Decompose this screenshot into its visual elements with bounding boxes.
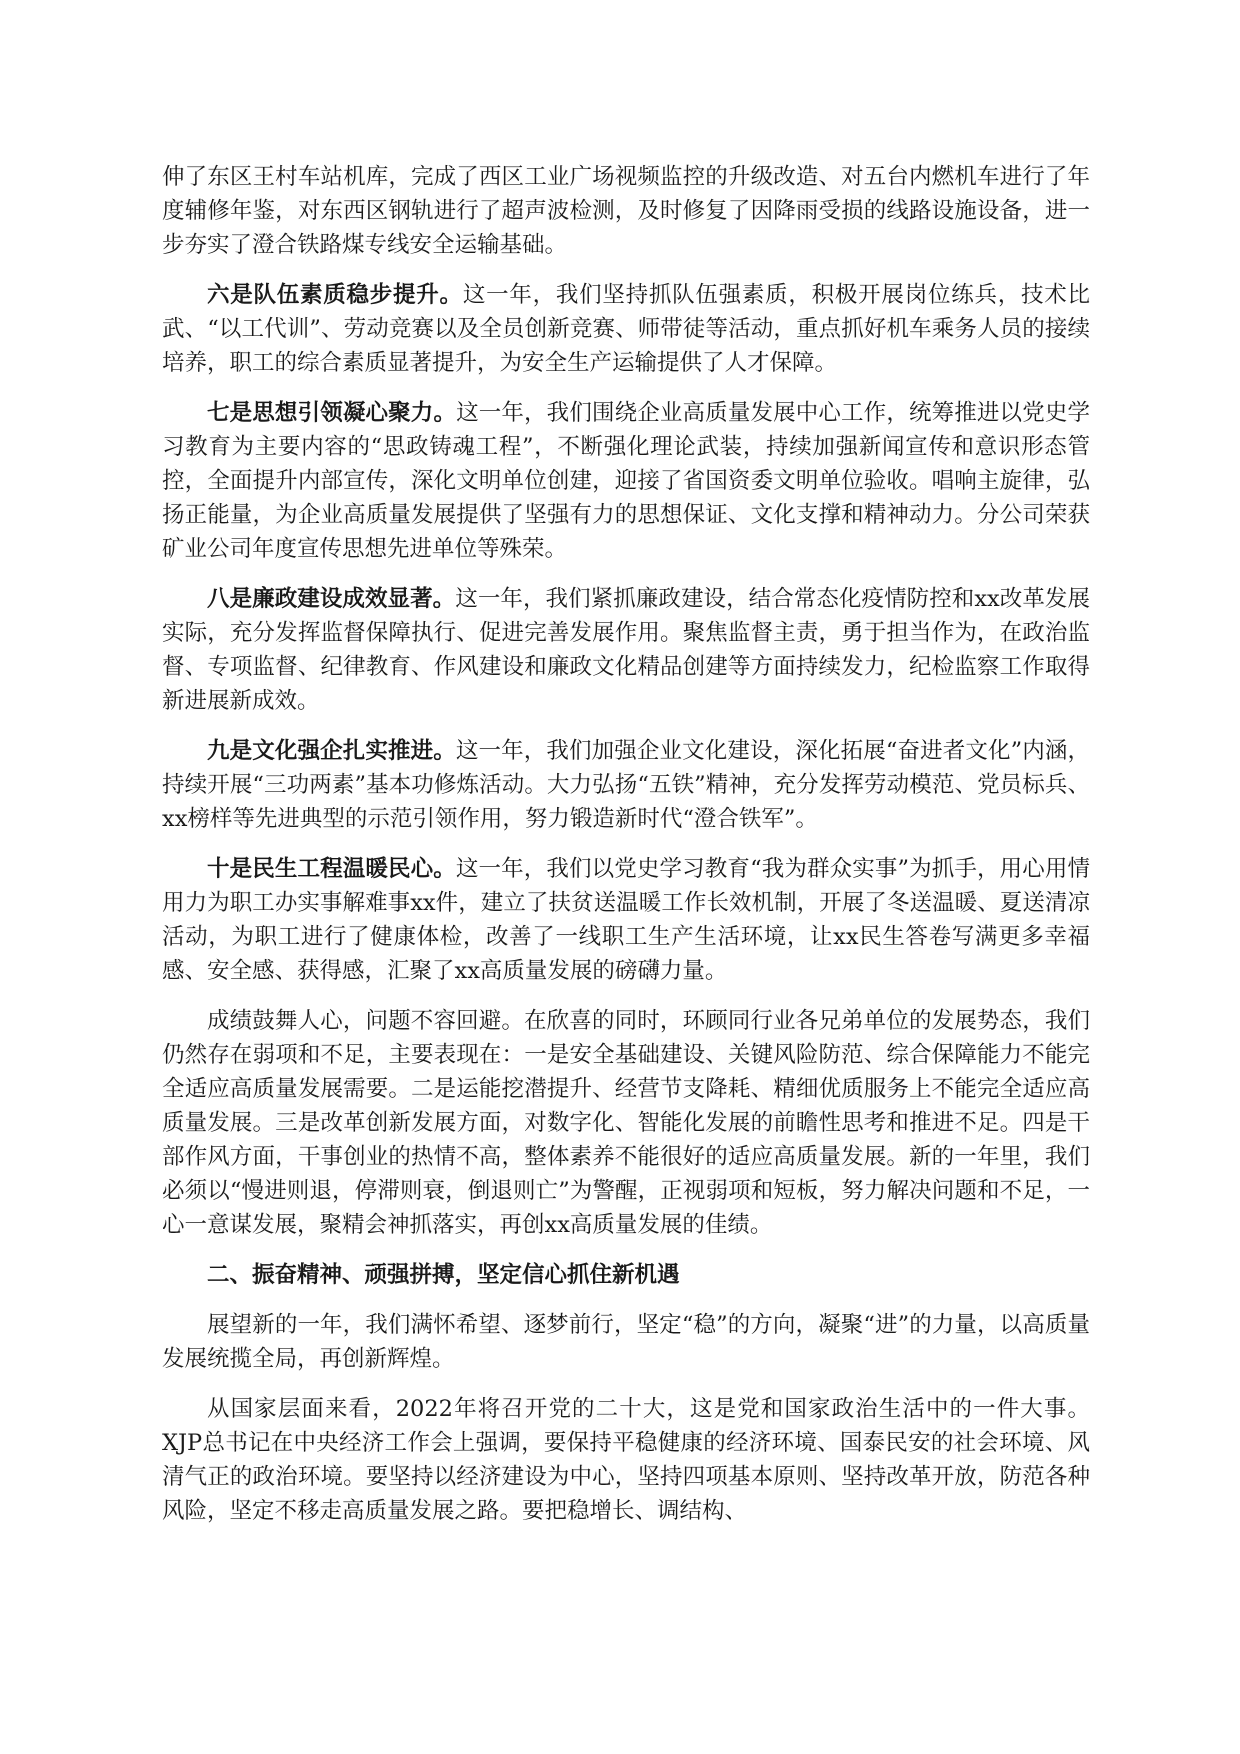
paragraph-text: 这一年，我们坚持抓队伍强素质，积极开展岗位练兵，技术比武、“以工代训”、劳动竞赛以及全员创新竞赛、师带徒等活动，重点抓好机车乘务人员的接续培养，职工的综合素质显著提升，为安全生产运输提供了人才保障。 xyxy=(162,282,1090,376)
paragraph-culture xyxy=(162,734,1090,836)
paragraph-lead: 九是文化强企扎实推进。 xyxy=(207,738,456,764)
paragraph-national-level xyxy=(162,1392,1090,1528)
paragraph-text: 这一年，我们加强企业文化建设，深化拓展“奋进者文化”内涵，持续开展“三功两素”基本功修炼活动。大力弘扬“五铁”精神，充分发挥劳动模范、党员标兵、xx榜样等先进典型的示范引领作用，努力锻造新时代“澄合铁军”。 xyxy=(162,738,1090,832)
paragraph-lead: 七是思想引领凝心聚力。 xyxy=(207,400,457,426)
paragraph-integrity xyxy=(162,582,1090,718)
paragraph-team-quality xyxy=(162,278,1090,380)
paragraph-livelihood xyxy=(162,852,1090,988)
section-heading: 二、振奋精神、顽强拼搏，坚定信心抓住新机遇 xyxy=(207,1262,680,1288)
paragraph-text: 伸了东区王村车站机库，完成了西区工业广场视频监控的升级改造、对五台内燃机车进行了年度辅修年鉴，对东西区钢轨进行了超声波检测，及时修复了因降雨受损的线路设施设备，进一步夯实了澄合铁路煤专线安全运输基础。 xyxy=(162,164,1090,258)
paragraph-text: 这一年，我们以党史学习教育“我为群众实事”为抓手，用心用情用力为职工办实事解难事xx件，建立了扶贫送温暖工作长效机制，开展了冬送温暖、夏送清凉活动，为职工进行了健康体检，改善了一线职工生产生活环境，让xx民生答卷写满更多幸福感、安全感、获得感，汇聚了xx高质量发展的磅礴力量。 xyxy=(162,856,1090,984)
paragraph-text: 从国家层面来看，2022年将召开党的二十大，这是党和国家政治生活中的一件大事。XJP总书记在中央经济工作会上强调，要保持平稳健康的经济环境、国泰民安的社会环境、风清气正的政治环境。要坚持以经济建设为中心，坚持四项基本原则、坚持改革开放，防范各种风险，坚定不移走高质量发展之路。要把稳增长、调结构、 xyxy=(162,1396,1090,1524)
paragraph-text: 这一年，我们紧抓廉政建设，结合常态化疫情防控和xx改革发展实际，充分发挥监督保障执行、促进完善发展作用。聚焦监督主责，勇于担当作为，在政治监督、专项监督、纪律教育、作风建设和廉政文化精品创建等方面持续发力，纪检监察工作取得新进展新成效。 xyxy=(162,586,1090,714)
paragraph-lead: 十是民生工程温暖民心。 xyxy=(207,856,456,882)
paragraph-ideology xyxy=(162,396,1090,566)
paragraph-text: 展望新的一年，我们满怀希望、逐梦前行，坚定“稳”的方向，凝聚“进”的力量，以高质量发展统揽全局，再创新辉煌。 xyxy=(162,1312,1090,1372)
paragraph-lead: 六是队伍素质稳步提升。 xyxy=(207,282,463,308)
paragraph-outlook xyxy=(162,1308,1090,1376)
paragraph-continuation xyxy=(162,160,1090,262)
paragraph-lead: 八是廉政建设成效显著。 xyxy=(207,586,456,612)
paragraph-problems xyxy=(162,1004,1090,1242)
paragraph-text: 成绩鼓舞人心，问题不容回避。在欣喜的同时，环顾同行业各兄弟单位的发展势态，我们仍然存在弱项和不足，主要表现在：一是安全基础建设、关键风险防范、综合保障能力不能完全适应高质量发展需要。二是运能挖潜提升、经营节支降耗、精细优质服务上不能完全适应高质量发展。三是改革创新发展方面，对数字化、智能化发展的前瞻性思考和推进不足。四是干部作风方面，干事创业的热情不高，整体素养不能很好的适应高质量发展。新的一年里，我们必须以“慢进则退，停滞则衰，倒退则亡”为警醒，正视弱项和短板，努力解决问题和不足，一心一意谋发展，聚精会神抓落实，再创xx高质量发展的佳绩。 xyxy=(162,1008,1090,1238)
paragraph-text: 这一年，我们围绕企业高质量发展中心工作，统筹推进以党史学习教育为主要内容的“思政铸魂工程”，不断强化理论武装，持续加强新闻宣传和意识形态管控，全面提升内部宣传，深化文明单位创建，迎接了省国资委文明单位验收。唱响主旋律，弘扬正能量，为企业高质量发展提供了坚强有力的思想保证、文化支撑和精神动力。分公司荣获矿业公司年度宣传思想先进单位等殊荣。 xyxy=(162,400,1090,562)
